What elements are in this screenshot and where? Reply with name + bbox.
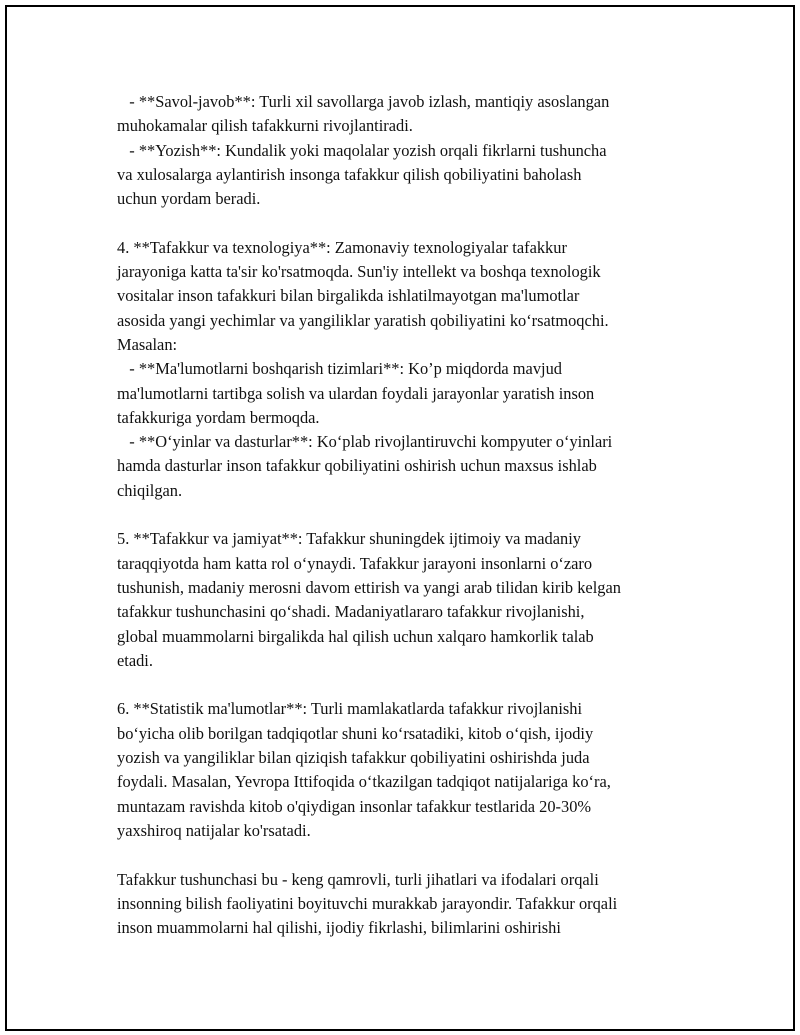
text-line: uchun yordam beradi. — [117, 189, 261, 209]
text-line: asosida yangi yechimlar va yangiliklar yaratish qobiliyatini ko‘rsatmoqchi. — [117, 310, 609, 330]
paragraph-conclusion — [117, 868, 692, 941]
text-line: foydali. Masalan, Yevropa Ittifoqida o‘tkazilgan tadqiqot natijalariga ko‘ra, — [117, 772, 611, 792]
text-line: yaxshiroq natijalar ko'rsatadi. — [117, 820, 311, 840]
paragraph-gap — [117, 673, 692, 697]
text-line: ma'lumotlarni tartibga solish va ulardan foydali jarayonlar yaratish inson — [117, 383, 595, 403]
text-line: - **Savol-javob**: Turli xil savollarga javob izlash, mantiqiy asoslangan — [117, 92, 610, 111]
text-line: insonning bilish faoliyatini boyituvchi murakkab jarayondir. Tafakkur orqali — [117, 893, 618, 913]
text-line: hamda dasturlar inson tafakkur qobiliyatini oshirish uchun maxsus ishlab — [117, 456, 597, 476]
text-line: - **Yozish**: Kundalik yoki maqolalar yozish orqali fikrlarni tushuncha — [117, 140, 607, 160]
text-line: taraqqiyotda ham katta rol o‘ynaydi. Tafakkur jarayoni insonlarni o‘zaro — [117, 553, 593, 573]
paragraph-practice-methods — [117, 90, 692, 211]
text-line: yozish va yangiliklar bilan qiziqish tafakkur qobiliyatini oshirishda juda — [117, 748, 590, 768]
paragraph-gap — [117, 211, 692, 235]
text-line: chiqilgan. — [117, 480, 183, 500]
text-line: muntazam ravishda kitob o'qiydigan insonlar tafakkur testlarida 20-30% — [117, 796, 592, 816]
text-line: 4. **Tafakkur va texnologiya**: Zamonaviy texnologiyalar tafakkur — [117, 237, 567, 257]
text-line: muhokamalar qilish tafakkurni rivojlantiradi. — [117, 116, 413, 136]
document-body — [117, 90, 692, 940]
text-line: bo‘yicha olib borilgan tadqiqotlar shuni ko‘rsatadiki, kitob o‘qish, ijodiy — [117, 723, 594, 743]
paragraph-statistics — [117, 697, 692, 843]
text-line: Masalan: — [117, 334, 178, 354]
text-line: Tafakkur tushunchasi bu - keng qamrovli, turli jihatlari va ifodalari orqali — [117, 869, 599, 889]
text-line: tafakkuriga yordam bermoqda. — [117, 407, 320, 427]
text-line: global muammolarni birgalikda hal qilish uchun xalqaro hamkorlik talab — [117, 626, 594, 646]
text-line: tafakkur tushunchasini qo‘shadi. Madaniyatlararo tafakkur rivojlanishi, — [117, 602, 585, 622]
text-line: tushunish, madaniy merosni davom ettirish va yangi arab tilidan kirib kelgan — [117, 577, 621, 597]
text-line: vositalar inson tafakkuri bilan birgalikda ishlatilmayotgan ma'lumotlar — [117, 286, 580, 306]
text-line: inson muammolarni hal qilishi, ijodiy fikrlashi, bilimlarini oshirishi — [117, 918, 561, 938]
text-line: 6. **Statistik ma'lumotlar**: Turli mamlakatlarda tafakkur rivojlanishi — [117, 699, 583, 719]
text-line: 5. **Tafakkur va jamiyat**: Tafakkur shuningdek ijtimoiy va madaniy — [117, 529, 581, 549]
text-line: - **Ma'lumotlarni boshqarish tizimlari**: Ko’p miqdorda mavjud — [117, 359, 562, 379]
text-line: va xulosalarga aylantirish insonga tafakkur qilish qobiliyatini baholash — [117, 164, 582, 184]
text-line: jarayoniga katta ta'sir ko'rsatmoqda. Sun'iy intellekt va boshqa texnologik — [117, 262, 601, 282]
paragraph-technology — [117, 236, 692, 503]
paragraph-society — [117, 527, 692, 673]
paragraph-gap — [117, 843, 692, 867]
paragraph-gap — [117, 503, 692, 527]
text-line: etadi. — [117, 650, 153, 670]
text-line: - **O‘yinlar va dasturlar**: Ko‘plab rivojlantiruvchi kompyuter o‘yinlari — [117, 432, 613, 452]
